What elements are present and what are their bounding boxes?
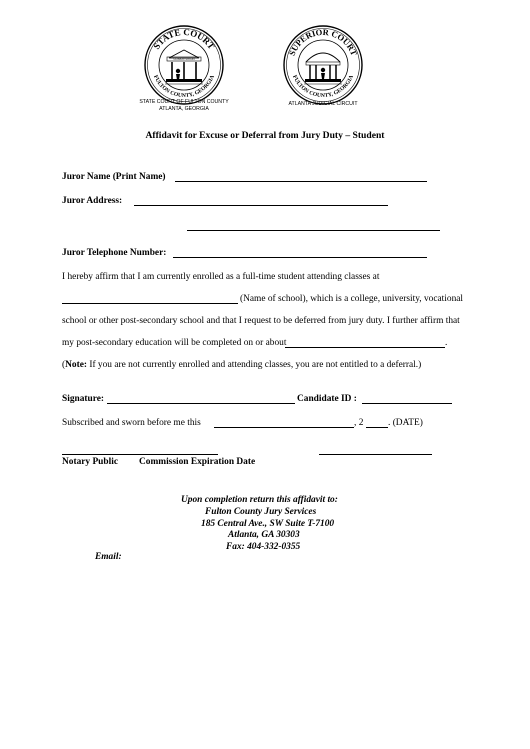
candidate-id-field[interactable] — [362, 403, 452, 404]
date-label: . (DATE) — [388, 418, 423, 428]
return-org: Fulton County Jury Services — [205, 507, 317, 517]
sworn-day-field[interactable] — [214, 427, 354, 428]
school-name-field[interactable] — [62, 303, 238, 304]
svg-text:STATE COURT — [151, 27, 216, 51]
candidate-id-label: Candidate ID : — [297, 394, 357, 404]
return-street: 185 Central Ave., SW Suite T-7100 — [201, 519, 335, 529]
seal-right-ring-top: SUPERIOR COURT — [286, 26, 360, 58]
notary-signature-field[interactable] — [62, 454, 218, 455]
commission-date-field[interactable] — [319, 454, 432, 455]
completion-date-field[interactable] — [285, 347, 445, 348]
seal-left-caption — [126, 99, 242, 112]
juror-phone-label: Juror Telephone Number: — [62, 248, 167, 258]
return-fax: Fax: 404-332-0355 — [226, 542, 301, 552]
note-label: Note: — [65, 360, 87, 370]
juror-name-label: Juror Name (Print Name) — [62, 172, 166, 182]
body-line-4-end: . — [445, 338, 448, 348]
signature-label: Signature: — [62, 394, 105, 404]
signature-field[interactable] — [107, 403, 295, 404]
juror-phone-field[interactable] — [173, 257, 427, 258]
return-city: Atlanta, GA 30303 — [228, 530, 300, 540]
return-intro: Upon completion return this affidavit to: — [181, 495, 338, 505]
commission-expiration-label: Commission Expiration Date — [139, 457, 256, 467]
note-line — [62, 360, 421, 370]
body-line-3: school or other post-secondary school and that I request to be deferred from jury duty. I further affirm that — [62, 316, 460, 326]
juror-address-field-1[interactable] — [134, 205, 388, 206]
document-title: Affidavit for Excuse or Deferral from Jury Duty – Student — [145, 130, 385, 141]
note-text: If you are not currently enrolled and attending classes, you are not entitled to a deferral.) — [87, 360, 422, 370]
year-prefix: , 2 — [354, 418, 364, 428]
note-open-paren: ( — [62, 360, 66, 370]
seal-left-banner: CONSTITUTION — [173, 57, 195, 62]
superior-court-seal — [282, 24, 364, 106]
sworn-text: Subscribed and sworn before me this — [62, 418, 201, 428]
juror-address-field-2[interactable] — [187, 230, 440, 231]
year-field[interactable] — [366, 427, 388, 428]
notary-public-label: Notary Public — [62, 457, 118, 467]
seal-left-caption-line2: ATLANTA, GEORGIA — [159, 105, 209, 112]
seal-left-caption-line1: STATE COURT OF FULTON COUNTY — [139, 99, 229, 105]
juror-name-field[interactable] — [175, 181, 427, 182]
juror-address-label: Juror Address: — [62, 196, 123, 206]
body-line-4: my post-secondary education will be completed on or about — [62, 338, 287, 348]
body-line-2: (Name of school), which is a college, university, vocational — [240, 294, 464, 304]
return-email-label: Email: — [95, 552, 122, 562]
state-court-seal — [143, 24, 225, 106]
seal-left-ring-bottom: FULTON COUNTY, GEORGIA — [152, 74, 216, 100]
seal-right-ring-bottom: FULTON COUNTY, GEORGIA — [291, 74, 355, 100]
body-line-1: I hereby affirm that I am currently enrolled as a full-time student attending classes at — [62, 272, 380, 282]
seal-right-caption: ATLANTA JUDICIAL CIRCUIT — [288, 101, 358, 107]
seal-left-ring-top: STATE COURT — [151, 26, 217, 52]
